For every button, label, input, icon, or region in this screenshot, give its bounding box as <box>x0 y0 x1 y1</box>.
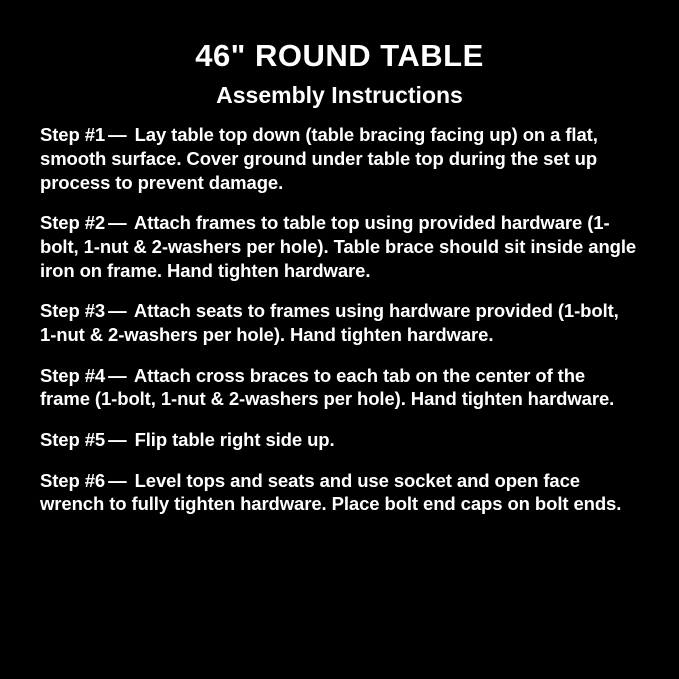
steps-list <box>40 123 639 516</box>
step-label: Step #1 <box>40 124 106 146</box>
step-label: Step #4 <box>40 364 106 386</box>
step-text: Attach frames to table top using provided hardware (1-bolt, 1-nut & 2-washers per hole). Table brace should sit inside angle iron on frame. Hand tighten hardware. <box>40 212 637 281</box>
step-item <box>40 299 639 346</box>
step-dash: — <box>108 469 127 491</box>
step-dash: — <box>108 364 127 386</box>
step-item <box>40 364 639 411</box>
step-dash: — <box>108 300 127 322</box>
step-text: Lay table top down (table bracing facing up) on a flat, smooth surface. Cover ground under table top during the set up process to prevent damage. <box>40 124 598 193</box>
step-item <box>40 469 639 516</box>
step-item <box>40 123 639 194</box>
step-dash: — <box>108 428 127 450</box>
step-text: Attach cross braces to each tab on the center of the frame (1-bolt, 1-nut & 2-washers per hole). Hand tighten hardware. <box>40 364 615 410</box>
step-item <box>40 428 639 452</box>
step-dash: — <box>108 212 127 234</box>
step-label: Step #2 <box>40 212 106 234</box>
page-title: 46" ROUND TABLE <box>195 38 484 73</box>
step-label: Step #3 <box>40 300 106 322</box>
step-text: Attach seats to frames using hardware provided (1-bolt, 1-nut & 2-washers per hole). Hand tighten hardware. <box>40 300 619 345</box>
step-label: Step #5 <box>40 428 106 450</box>
step-dash: — <box>108 124 127 146</box>
step-label: Step #6 <box>40 469 106 491</box>
step-item <box>40 211 639 282</box>
page-subtitle: Assembly Instructions <box>216 81 463 108</box>
step-text: Level tops and seats and use socket and open face wrench to fully tighten hardware. Place bolt end caps on bolt ends. <box>40 469 622 515</box>
step-text: Flip table right side up. <box>134 428 335 450</box>
